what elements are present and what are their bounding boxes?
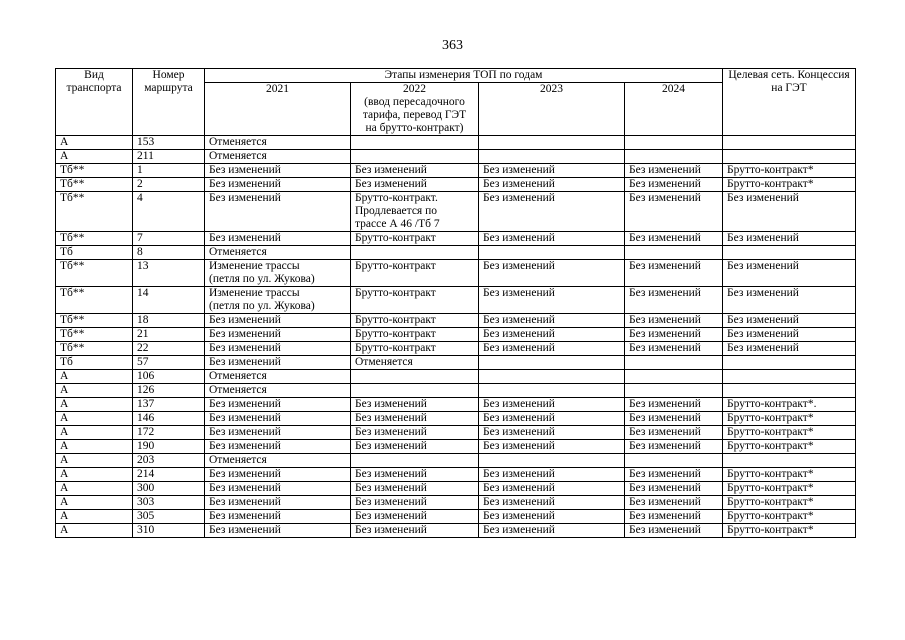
table-row	[56, 398, 856, 412]
cell-2024: Без изменений	[625, 468, 723, 482]
cell-2023	[479, 136, 625, 150]
cell-2021: Без изменений	[205, 178, 351, 192]
cell-2023: Без изменений	[479, 524, 625, 538]
cell-transport-type: А	[56, 496, 133, 510]
cell-2023	[479, 384, 625, 398]
cell-route-number: 57	[133, 356, 205, 370]
cell-2021: Без изменений	[205, 232, 351, 246]
cell-route-number: 214	[133, 468, 205, 482]
cell-2021: Без изменений	[205, 524, 351, 538]
cell-2024	[625, 454, 723, 468]
table-row	[56, 260, 856, 287]
cell-target-network: Брутто-контракт*	[723, 496, 856, 510]
cell-2024: Без изменений	[625, 510, 723, 524]
cell-2022: Брутто-контракт	[351, 287, 479, 314]
header-stages-by-year: Этапы изменерия ТОП по годам	[205, 69, 723, 83]
cell-transport-type: Тб**	[56, 287, 133, 314]
header-year-2023	[479, 83, 625, 136]
cell-route-number: 310	[133, 524, 205, 538]
cell-2024: Без изменений	[625, 192, 723, 232]
cell-target-network: Без изменений	[723, 232, 856, 246]
table-row	[56, 342, 856, 356]
header-target-network: Целевая сеть. Концессия на ГЭТ	[723, 69, 856, 136]
cell-2024: Без изменений	[625, 328, 723, 342]
cell-transport-type: А	[56, 412, 133, 426]
cell-target-network: Брутто-контракт*	[723, 510, 856, 524]
cell-2022: Без изменений	[351, 496, 479, 510]
cell-2023: Без изменений	[479, 178, 625, 192]
cell-target-network: Брутто-контракт*	[723, 412, 856, 426]
cell-2021: Отменяется	[205, 150, 351, 164]
cell-2023: Без изменений	[479, 287, 625, 314]
cell-2024: Без изменений	[625, 440, 723, 454]
cell-2024: Без изменений	[625, 524, 723, 538]
cell-target-network	[723, 150, 856, 164]
year-label: 2024	[662, 83, 685, 95]
cell-transport-type: Тб**	[56, 178, 133, 192]
cell-target-network: Без изменений	[723, 287, 856, 314]
table-row	[56, 412, 856, 426]
table-row	[56, 440, 856, 454]
table-body	[56, 136, 856, 538]
cell-target-network	[723, 454, 856, 468]
table-row	[56, 150, 856, 164]
cell-transport-type: А	[56, 454, 133, 468]
cell-transport-type: А	[56, 370, 133, 384]
cell-target-network	[723, 246, 856, 260]
cell-target-network: Без изменений	[723, 342, 856, 356]
cell-2022: Без изменений	[351, 178, 479, 192]
cell-2024: Без изменений	[625, 164, 723, 178]
cell-2021: Без изменений	[205, 398, 351, 412]
cell-route-number: 190	[133, 440, 205, 454]
cell-transport-type: Тб**	[56, 164, 133, 178]
cell-2021: Изменение трассы (петля по ул. Жукова)	[205, 260, 351, 287]
cell-2022: Без изменений	[351, 468, 479, 482]
cell-2024	[625, 150, 723, 164]
cell-2021: Без изменений	[205, 468, 351, 482]
cell-2024: Без изменений	[625, 287, 723, 314]
cell-2024: Без изменений	[625, 496, 723, 510]
cell-route-number: 305	[133, 510, 205, 524]
table-row	[56, 524, 856, 538]
route-changes-table	[55, 68, 856, 538]
cell-2021: Отменяется	[205, 370, 351, 384]
table-row	[56, 287, 856, 314]
cell-transport-type: А	[56, 384, 133, 398]
cell-2024	[625, 136, 723, 150]
cell-route-number: 203	[133, 454, 205, 468]
cell-2021: Изменение трассы (петля по ул. Жукова)	[205, 287, 351, 314]
cell-target-network: Без изменений	[723, 260, 856, 287]
cell-target-network: Брутто-контракт*	[723, 440, 856, 454]
cell-transport-type: А	[56, 136, 133, 150]
cell-target-network	[723, 384, 856, 398]
cell-2023: Без изменений	[479, 314, 625, 328]
cell-2022: Без изменений	[351, 164, 479, 178]
cell-transport-type: Тб	[56, 356, 133, 370]
cell-2023: Без изменений	[479, 260, 625, 287]
cell-2023: Без изменений	[479, 468, 625, 482]
table-row	[56, 468, 856, 482]
cell-2024: Без изменений	[625, 232, 723, 246]
header-transport-type: Вид транспорта	[56, 69, 133, 136]
cell-transport-type: А	[56, 510, 133, 524]
table-row	[56, 136, 856, 150]
table-row	[56, 454, 856, 468]
cell-transport-type: Тб**	[56, 192, 133, 232]
page-number: 363	[442, 38, 463, 53]
cell-2021: Без изменений	[205, 510, 351, 524]
cell-target-network	[723, 356, 856, 370]
cell-2021: Без изменений	[205, 342, 351, 356]
year-label: 2023	[540, 83, 563, 95]
cell-2024: Без изменений	[625, 398, 723, 412]
cell-2024	[625, 370, 723, 384]
cell-transport-type: Тб	[56, 246, 133, 260]
cell-target-network: Брутто-контракт*	[723, 178, 856, 192]
header-year-2022	[351, 83, 479, 136]
cell-2022	[351, 136, 479, 150]
cell-2023: Без изменений	[479, 232, 625, 246]
header-row-top	[56, 69, 856, 83]
cell-2021: Отменяется	[205, 384, 351, 398]
cell-2023: Без изменений	[479, 510, 625, 524]
table-row	[56, 496, 856, 510]
table-row	[56, 328, 856, 342]
cell-2024: Без изменений	[625, 412, 723, 426]
cell-2021: Отменяется	[205, 246, 351, 260]
cell-transport-type: А	[56, 150, 133, 164]
header-year-2024	[625, 83, 723, 136]
year-label: 2021	[266, 83, 289, 95]
cell-transport-type: Тб**	[56, 342, 133, 356]
table-row	[56, 356, 856, 370]
cell-2023: Без изменений	[479, 440, 625, 454]
cell-route-number: 2	[133, 178, 205, 192]
cell-2023	[479, 356, 625, 370]
table-row	[56, 370, 856, 384]
cell-2023: Без изменений	[479, 342, 625, 356]
cell-target-network	[723, 136, 856, 150]
header-year-2021	[205, 83, 351, 136]
cell-route-number: 7	[133, 232, 205, 246]
cell-transport-type: Тб**	[56, 328, 133, 342]
cell-route-number: 146	[133, 412, 205, 426]
cell-route-number: 13	[133, 260, 205, 287]
cell-target-network: Брутто-контракт*	[723, 482, 856, 496]
cell-2024	[625, 246, 723, 260]
cell-route-number: 153	[133, 136, 205, 150]
cell-2021: Без изменений	[205, 192, 351, 232]
cell-2022: Без изменений	[351, 524, 479, 538]
cell-route-number: 14	[133, 287, 205, 314]
cell-2023: Без изменений	[479, 398, 625, 412]
cell-2022	[351, 150, 479, 164]
cell-2021: Без изменений	[205, 356, 351, 370]
cell-2022	[351, 370, 479, 384]
cell-2021: Отменяется	[205, 454, 351, 468]
cell-target-network: Брутто-контракт*	[723, 164, 856, 178]
cell-2023: Без изменений	[479, 328, 625, 342]
cell-transport-type: Тб**	[56, 260, 133, 287]
cell-2023: Без изменений	[479, 192, 625, 232]
cell-2023: Без изменений	[479, 496, 625, 510]
cell-2022: Брутто-контракт	[351, 232, 479, 246]
cell-2024: Без изменений	[625, 426, 723, 440]
cell-route-number: 300	[133, 482, 205, 496]
cell-route-number: 303	[133, 496, 205, 510]
cell-target-network	[723, 370, 856, 384]
cell-transport-type: А	[56, 426, 133, 440]
cell-2024: Без изменений	[625, 260, 723, 287]
cell-2023	[479, 246, 625, 260]
cell-target-network: Брутто-контракт*.	[723, 398, 856, 412]
cell-2023: Без изменений	[479, 426, 625, 440]
cell-2024: Без изменений	[625, 482, 723, 496]
table-row	[56, 426, 856, 440]
table-row	[56, 384, 856, 398]
cell-2022: Брутто-контракт	[351, 260, 479, 287]
cell-target-network: Без изменений	[723, 314, 856, 328]
table-row	[56, 232, 856, 246]
cell-route-number: 1	[133, 164, 205, 178]
cell-2022: Без изменений	[351, 426, 479, 440]
cell-2024: Без изменений	[625, 314, 723, 328]
cell-2021: Без изменений	[205, 314, 351, 328]
cell-2023	[479, 454, 625, 468]
cell-transport-type: Тб**	[56, 232, 133, 246]
cell-2022: Брутто-контракт	[351, 314, 479, 328]
cell-target-network: Без изменений	[723, 328, 856, 342]
cell-2021: Без изменений	[205, 426, 351, 440]
cell-route-number: 8	[133, 246, 205, 260]
cell-2023	[479, 370, 625, 384]
table-row	[56, 510, 856, 524]
cell-2024	[625, 384, 723, 398]
cell-2022: Без изменений	[351, 440, 479, 454]
year-note: (ввод пересадочного тарифа, перевод ГЭТ на брутто-контракт)	[362, 96, 467, 134]
cell-2021: Без изменений	[205, 482, 351, 496]
cell-2022: Отменяется	[351, 356, 479, 370]
cell-route-number: 4	[133, 192, 205, 232]
cell-2021: Без изменений	[205, 328, 351, 342]
cell-route-number: 172	[133, 426, 205, 440]
cell-2024: Без изменений	[625, 342, 723, 356]
table-row	[56, 192, 856, 232]
table-row	[56, 314, 856, 328]
header-route-number: Номер маршрута	[133, 69, 205, 136]
cell-target-network: Брутто-контракт*	[723, 468, 856, 482]
cell-2021: Отменяется	[205, 136, 351, 150]
cell-2024: Без изменений	[625, 178, 723, 192]
cell-2021: Без изменений	[205, 412, 351, 426]
cell-2022: Без изменений	[351, 482, 479, 496]
cell-2023	[479, 150, 625, 164]
cell-route-number: 22	[133, 342, 205, 356]
cell-2022: Брутто-контракт. Продлевается по трассе А 46 /Тб 7	[351, 192, 479, 232]
cell-2021: Без изменений	[205, 164, 351, 178]
cell-2022: Без изменений	[351, 398, 479, 412]
table-row	[56, 482, 856, 496]
cell-2023: Без изменений	[479, 482, 625, 496]
table-row	[56, 164, 856, 178]
cell-2022: Брутто-контракт	[351, 328, 479, 342]
cell-transport-type: А	[56, 440, 133, 454]
cell-transport-type: А	[56, 524, 133, 538]
table-row	[56, 246, 856, 260]
cell-transport-type: Тб**	[56, 314, 133, 328]
cell-route-number: 18	[133, 314, 205, 328]
cell-2022	[351, 384, 479, 398]
cell-transport-type: А	[56, 482, 133, 496]
cell-2023: Без изменений	[479, 164, 625, 178]
cell-target-network: Без изменений	[723, 192, 856, 232]
cell-2021: Без изменений	[205, 440, 351, 454]
cell-target-network: Брутто-контракт*	[723, 426, 856, 440]
cell-2021: Без изменений	[205, 496, 351, 510]
cell-2023: Без изменений	[479, 412, 625, 426]
cell-route-number: 137	[133, 398, 205, 412]
cell-route-number: 106	[133, 370, 205, 384]
year-label: 2022	[403, 83, 426, 95]
cell-route-number: 211	[133, 150, 205, 164]
cell-2024	[625, 356, 723, 370]
cell-route-number: 21	[133, 328, 205, 342]
cell-2022: Без изменений	[351, 412, 479, 426]
cell-transport-type: А	[56, 468, 133, 482]
cell-2022: Без изменений	[351, 510, 479, 524]
cell-2022	[351, 454, 479, 468]
cell-2022: Брутто-контракт	[351, 342, 479, 356]
cell-transport-type: А	[56, 398, 133, 412]
table-row	[56, 178, 856, 192]
cell-route-number: 126	[133, 384, 205, 398]
cell-target-network: Брутто-контракт*	[723, 524, 856, 538]
table-header	[56, 69, 856, 136]
cell-2022	[351, 246, 479, 260]
